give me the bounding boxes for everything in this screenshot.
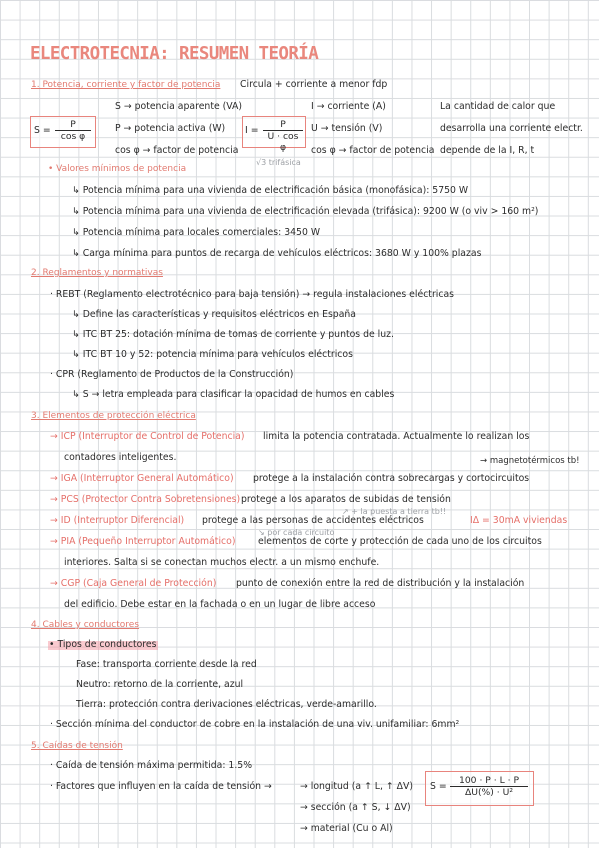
pia-text-2: interiores. Salta si se conectan muchos electr. a un mismo enchufe. xyxy=(64,557,380,568)
def-i: I → corriente (A) xyxy=(311,101,386,112)
id-text: protege a las personas de accidentes eléctricos xyxy=(202,515,424,526)
section-5-heading: 5. Caídas de tensión xyxy=(31,741,123,751)
formula-s-numerator: P xyxy=(55,119,91,131)
pia-name: → PIA (Pequeño Interruptor Automático) xyxy=(50,536,236,547)
pcs-name: → PCS (Protector Contra Sobretensiones) xyxy=(50,494,241,505)
factor-longitud: → longitud (a ↑ L, ↑ ΔV) xyxy=(300,781,413,792)
heat-line-1: La cantidad de calor que xyxy=(440,101,556,112)
def-s: S → potencia aparente (VA) xyxy=(115,101,243,112)
voltage-drop-numerator: 100 · P · L · P xyxy=(450,775,528,787)
conductor-neutro: Neutro: retorno de la corriente, azul xyxy=(76,679,244,690)
cgp-text-2: del edificio. Debe estar en la fachada o en un lugar de libre acceso xyxy=(64,599,376,610)
pia-circuit-note: ↘ por cada circuito xyxy=(258,528,335,537)
conductor-fase: Fase: transporta corriente desde la red xyxy=(76,659,257,670)
id-value: IΔ = 30mA viviendas xyxy=(470,515,568,526)
seccion-minima: · Sección mínima del conductor de cobre en la instalación de una viv. unifamiliar: 6mm² xyxy=(50,719,460,730)
section-2-heading: 2. Reglamentos y normativas xyxy=(31,268,163,278)
heat-line-3: depende de la I, R, t xyxy=(440,145,535,156)
magneto-note: → magnetotérmicos tb! xyxy=(480,456,580,466)
pia-text: elementos de corte y protección de cada uno de los circuitos xyxy=(258,536,542,547)
formula-s-lhs: S = xyxy=(34,125,51,136)
cgp-text: punto de conexión entre la red de distribución y la instalación xyxy=(236,578,525,589)
iga-name: → IGA (Interruptor General Automático) xyxy=(50,473,234,484)
formula-s-denominator: cos φ xyxy=(60,131,86,142)
min-power-heading: • Valores mínimos de potencia xyxy=(48,164,187,174)
rebt-itc10: ↳ ITC BT 10 y 52: potencia mínima para vehículos eléctricos xyxy=(72,349,353,360)
earth-note: ↗ + la puesta a tierra tb!! xyxy=(342,507,447,516)
formula-i-fraction xyxy=(263,119,303,153)
id-name: → ID (Interruptor Diferencial) xyxy=(50,515,185,526)
cpr-smoke: ↳ S → letra empleada para clasificar la opacidad de humos en cables xyxy=(72,389,395,400)
rebt-line: · REBT (Reglamento electrotécnico para baja tensión) → regula instalaciones eléctricas xyxy=(50,289,455,300)
trifasica-note: √3 trifásica xyxy=(256,158,301,167)
voltage-drop-denominator: ΔU(%) · U² xyxy=(464,787,514,798)
formula-i-numerator: P xyxy=(263,119,303,131)
min-power-elevated: ↳ Potencia mínima para una vivienda de electrificación elevada (trifásica): 9200 W (o viv > 160 m²) xyxy=(72,206,539,217)
factor-seccion: → sección (a ↑ S, ↓ ΔV) xyxy=(300,802,411,813)
iga-text: protege a la instalación contra sobrecargas y cortocircuitos xyxy=(253,473,530,484)
min-power-commercial: ↳ Potencia mínima para locales comerciales: 3450 W xyxy=(72,227,321,238)
icp-text-2: contadores inteligentes. xyxy=(64,452,177,463)
def-cos: cos φ → factor de potencia xyxy=(115,145,239,156)
caida-maxima: · Caída de tensión máxima permitida: 1.5% xyxy=(50,760,253,771)
rebt-itc25: ↳ ITC BT 25: dotación mínima de tomas de corriente y puntos de luz. xyxy=(72,329,394,340)
def-p: P → potencia activa (W) xyxy=(115,123,226,134)
section-3-heading: 3. Elementos de protección eléctrica xyxy=(31,411,196,421)
current-note: Circula + corriente a menor fdp xyxy=(240,79,388,90)
tipos-heading xyxy=(48,639,158,651)
min-power-basic: ↳ Potencia mínima para una vivienda de electrificación básica (monofásica): 5750 W xyxy=(72,185,469,196)
heat-line-2: desarrolla una corriente electr. xyxy=(440,123,583,134)
section-4-heading: 4. Cables y conductores xyxy=(31,620,140,630)
tipos-label: • Tipos de conductores xyxy=(49,639,157,650)
icp-name: → ICP (Interruptor de Control de Potencia) xyxy=(50,431,245,442)
formula-s-fraction xyxy=(55,119,91,142)
cpr-line: · CPR (Reglamento de Productos de la Construcción) xyxy=(50,369,294,380)
min-power-ev: ↳ Carga mínima para puntos de recarga de vehículos eléctricos: 3680 W y 100% plazas xyxy=(72,248,482,259)
rebt-define: ↳ Define las características y requisitos eléctricos en España xyxy=(72,309,356,320)
def-u: U → tensión (V) xyxy=(311,123,383,134)
voltage-drop-fraction xyxy=(450,775,528,798)
conductor-tierra: Tierra: protección contra derivaciones eléctricas, verde-amarillo. xyxy=(76,699,377,710)
factor-material: → material (Cu o Al) xyxy=(300,823,393,834)
icp-text: limita la potencia contratada. Actualmente lo realizan los xyxy=(263,431,530,442)
formula-i-lhs: I = xyxy=(245,125,259,136)
factores-line: · Factores que influyen en la caída de tensión → xyxy=(50,781,272,792)
cgp-name: → CGP (Caja General de Protección) xyxy=(50,578,217,589)
pcs-text: protege a los aparatos de subidas de tensión xyxy=(241,494,451,505)
formula-i-denominator: U · cos φ xyxy=(267,131,299,153)
def-cos-2: cos φ → factor de potencia xyxy=(311,145,435,156)
section-1-heading: 1. Potencia, corriente y factor de potencia xyxy=(31,80,221,90)
page-title: ELECTROTECNIA: RESUMEN TEORÍA xyxy=(30,44,319,64)
voltage-drop-lhs: S = xyxy=(430,781,447,792)
